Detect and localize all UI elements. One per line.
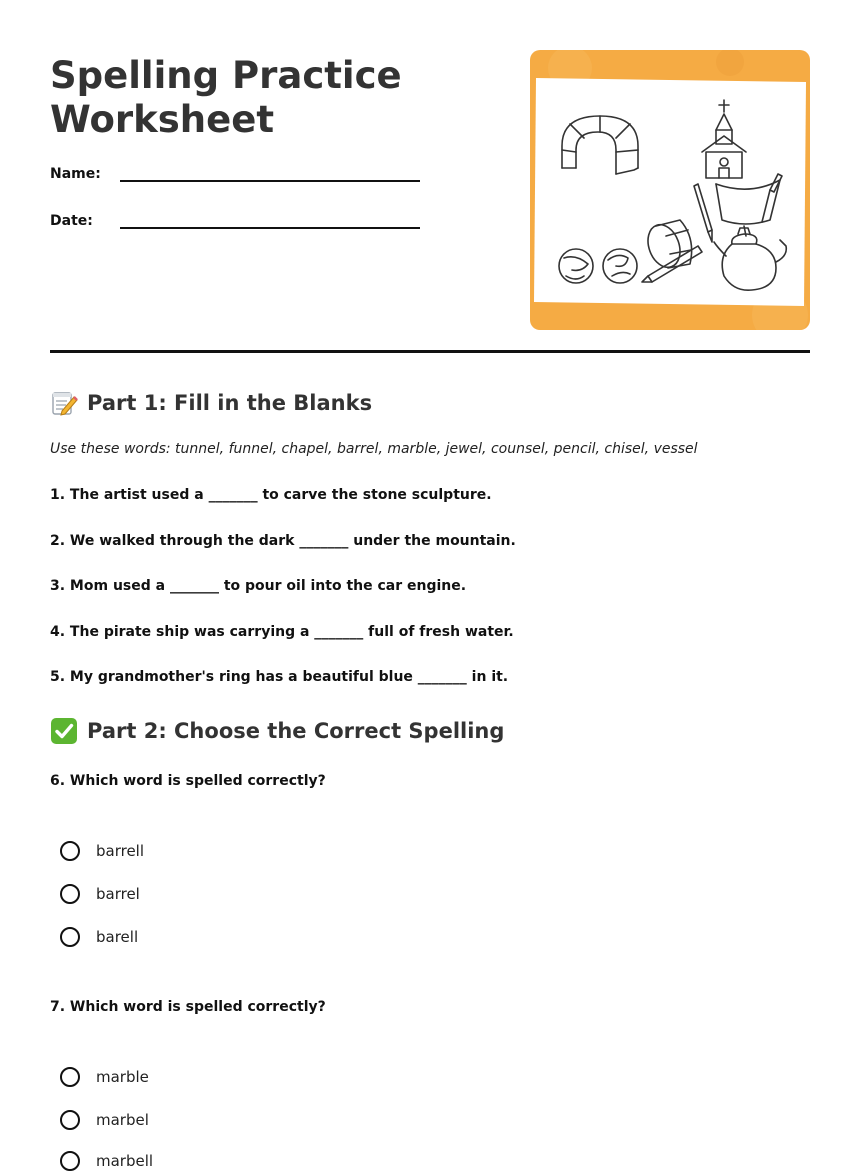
radio-button[interactable] bbox=[60, 927, 80, 947]
memo-icon bbox=[50, 389, 78, 417]
illustration-drawing bbox=[530, 50, 810, 330]
option-label: barrel bbox=[96, 885, 140, 903]
part2-heading bbox=[50, 717, 504, 745]
radio-button[interactable] bbox=[60, 1151, 80, 1171]
fill-blank-question-2: 2. We walked through the dark _______ under the mountain. bbox=[50, 533, 516, 549]
q7-option-2[interactable] bbox=[60, 1108, 149, 1132]
date-label: Date: bbox=[50, 213, 93, 229]
title-line-2: Worksheet bbox=[50, 98, 275, 141]
title-line-1: Spelling Practice bbox=[50, 54, 402, 97]
part1-heading bbox=[50, 389, 372, 417]
header-divider bbox=[50, 350, 810, 353]
fill-blank-question-5: 5. My grandmother's ring has a beautiful blue _______ in it. bbox=[50, 669, 509, 685]
q7-option-3[interactable] bbox=[60, 1149, 153, 1173]
check-mark-button-icon bbox=[50, 717, 78, 745]
choice-question-7: 7. Which word is spelled correctly? bbox=[50, 999, 326, 1015]
date-line[interactable] bbox=[120, 227, 420, 229]
option-label: marble bbox=[96, 1068, 149, 1086]
name-line[interactable] bbox=[120, 180, 420, 182]
word-bank-instructions: Use these words: tunnel, funnel, chapel, barrel, marble, jewel, counsel, pencil, chisel, vessel bbox=[50, 441, 698, 457]
radio-button[interactable] bbox=[60, 1067, 80, 1087]
radio-button[interactable] bbox=[60, 884, 80, 904]
name-field[interactable] bbox=[50, 166, 420, 196]
worksheet-header bbox=[50, 50, 810, 330]
q6-option-2[interactable] bbox=[60, 882, 140, 906]
radio-button[interactable] bbox=[60, 1110, 80, 1130]
q6-option-1[interactable] bbox=[60, 839, 144, 863]
worksheet-illustration bbox=[530, 50, 810, 330]
page-title bbox=[50, 54, 470, 142]
fill-blank-question-3: 3. Mom used a _______ to pour oil into the car engine. bbox=[50, 578, 467, 594]
fill-blank-question-4: 4. The pirate ship was carrying a _______ full of fresh water. bbox=[50, 624, 514, 640]
radio-button[interactable] bbox=[60, 841, 80, 861]
name-label: Name: bbox=[50, 166, 101, 182]
part1-title: Part 1: Fill in the Blanks bbox=[87, 391, 373, 415]
option-label: barrell bbox=[96, 842, 145, 860]
part2-title: Part 2: Choose the Correct Spelling bbox=[87, 719, 505, 743]
choice-question-6: 6. Which word is spelled correctly? bbox=[50, 773, 326, 789]
date-field[interactable] bbox=[50, 213, 420, 243]
option-label: marbel bbox=[96, 1111, 149, 1129]
option-label: barell bbox=[96, 928, 139, 946]
option-label: marbell bbox=[96, 1152, 154, 1170]
q7-option-1[interactable] bbox=[60, 1065, 149, 1089]
fill-blank-question-1: 1. The artist used a _______ to carve the stone sculpture. bbox=[50, 487, 492, 503]
q6-option-3[interactable] bbox=[60, 925, 138, 949]
